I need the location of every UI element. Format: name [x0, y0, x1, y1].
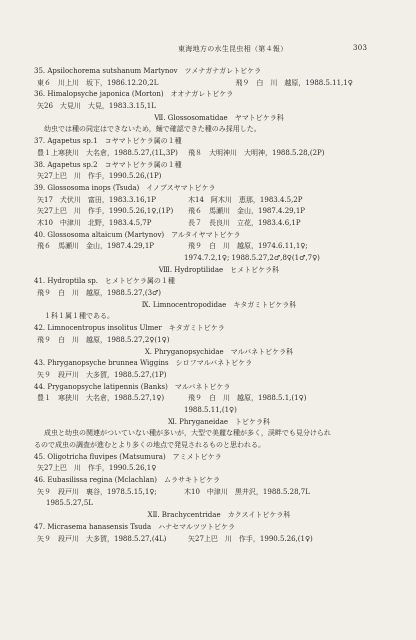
record-line: 矢27上巴 川 作手，1990.5.26,(1P) — [37, 172, 162, 181]
species-heading: 35. Apsilochorema sutshanum Martynov ツメナガナガレトビケラ — [34, 67, 262, 75]
record-col-left: 矢27上巴 川 作手，1990.5.26,1♀,(1P) — [37, 207, 174, 216]
record-col-right: 木14 阿木川 恵那，1983.4.5,2P — [188, 195, 303, 204]
species-heading: 36. Himalopsyche japonica (Morton) オオナガレトビケラ — [34, 90, 234, 99]
paragraph-line: １科１属１種である。 — [44, 312, 114, 321]
record-line: 矢26 大見川 大見，1983.3.15,1L — [37, 102, 156, 111]
family-section-heading: Ⅹ. Phryganopsychidae マルバネトビケラ科 — [144, 347, 294, 356]
record-col-right: 飛６ 馬瀬川 金山，1987.4.29,1P — [188, 207, 306, 216]
species-heading: 40. Glossosoma altaicum (Martynov) アルタイヤマトビケラ — [34, 230, 241, 239]
record-line: 矢27上巴 川 作手，1990.5.26,1♀ — [37, 464, 157, 473]
record-continuation: 1985.5.27,5L — [46, 499, 93, 508]
record-line: 飛９ 白 川 越原，1988.5.27,(3♂) — [37, 289, 162, 298]
record-col-right: 飛９ 白 川 越原，1988.5.1,(1♀) — [188, 394, 307, 403]
record-line: 飛９ 白 川 越原，1988.5.27,2♀(1♀) — [37, 335, 170, 344]
record-line — [34, 393, 384, 405]
record-col-left: 矢９ 段戸川 大多賀，1988.5.27,(4L) — [37, 534, 167, 543]
record-continuation: 1988.5.11,(1♀) — [184, 405, 237, 414]
species-heading: 39. Glossosoma inops (Tsuda) イノブスヤマトビケラ — [34, 183, 216, 192]
record-line: 矢９ 段戸川 大多賀，1988.5.27,(1P) — [37, 370, 167, 379]
paragraph-line: るので成虫の調査が進むとより多くの地点で発見されるものと思われる。 — [34, 441, 265, 449]
record-line — [34, 195, 384, 207]
record-line — [34, 534, 384, 546]
species-heading: 47. Micrasema hanasensis Tsuda ハナセマルツツトビケラ — [34, 522, 236, 531]
species-heading: 41. Hydroptila sp. ヒメトビケラ属の１種 — [34, 277, 175, 286]
page-number: 303 — [353, 44, 368, 52]
record-line — [34, 206, 384, 218]
family-section-heading: Ⅶ. Glossosomatidae ヤマトビケラ科 — [154, 113, 284, 122]
family-section-heading: ⅩⅡ. Brachycentridae カクスイトビケラ科 — [147, 511, 291, 520]
species-heading: 37. Agapetus sp.1 コヤマトビケラ属の１種 — [34, 137, 182, 146]
species-heading: 46. Eubasilissa regina (Mclachlan) ムラサキトビケラ — [34, 476, 220, 485]
running-head-title: 東海地方の水生昆虫相（第４報） — [178, 45, 288, 53]
record-continuation: 1974.7.2,1♀; 1988.5.27,2♂,8♀(1♂,7♀) — [184, 254, 320, 262]
species-heading: 42. Limnocentropus insolitus Ulmer キタガミトビケラ — [34, 324, 225, 333]
document-body — [34, 66, 384, 545]
record-col-left: 矢17 犬伏川 富田，1983.3.16,1P — [37, 195, 156, 204]
record-col-right: 木10 中津川 黒井沢，1988.5.28,7L — [184, 487, 310, 496]
family-section-heading: Ⅸ. Limnocentropodidae キタガミトビケラ科 — [141, 300, 297, 309]
record-line — [34, 148, 384, 160]
record-col-right: 飛９ 白 川 越原，1974.6.11,1♀; — [188, 242, 308, 251]
record-line — [34, 487, 384, 499]
record-line — [34, 218, 384, 230]
record-col-right: 長７ 長良川 立花，1983.4.6,1P — [188, 218, 301, 227]
paragraph-line: 幼虫では種の同定はできないため，蛹で確認できた種のみ採用した。 — [44, 125, 261, 134]
record-col-right: 矢27上巴 川 作手，1990.5.26,(1♀) — [188, 534, 313, 543]
family-section-heading: Ⅷ. Hydroptilidae ヒメトビケラ科 — [158, 265, 280, 274]
family-section-heading: Ⅺ. Phryganeidae トビケラ科 — [167, 417, 271, 426]
record-col-left: 豊１上寒狭川 大名倉，1988.5.27,(1L,3P) — [37, 148, 178, 157]
record-col-left: 飛６ 馬瀬川 金山，1987.4.29,1P — [37, 242, 155, 251]
species-heading: 38. Agapetus sp.2 コヤマトビケラ属の１種 — [34, 160, 182, 169]
species-heading: 44. Pryganopsyche latipennis (Banks) マルバネトビケラ — [34, 382, 231, 391]
species-heading: 45. Oligotricha fluvipes (Matsumura) アミメトビケラ — [34, 452, 222, 461]
record-col-left: 矢９ 段戸川 裏谷，1978.5.15,1♀; — [37, 487, 157, 496]
record-line — [34, 241, 384, 253]
species-heading: 43. Phryganopsyche brunnea Wiggins シロフマルバネトビケラ — [34, 359, 253, 368]
record-col-left: 木10 中津川 北野，1983.4.5,7P — [37, 218, 152, 227]
record-line: 東６ 川上川 坂下，1986.12.20,2L 飛９ 白 川 越原，1988.5.11,1♀ — [37, 78, 353, 87]
record-col-left: 豊１ 寒狭川 大名倉，1988.5.27,1♀) — [37, 394, 165, 403]
paragraph-line: 成虫と幼虫の関連がついていない種が多いが，大型で美麗な種が多く，渓畔でも見分けられ — [44, 429, 331, 438]
record-col-right: 飛８ 大明神川 大明神，1988.5.28,(2P) — [188, 148, 325, 157]
